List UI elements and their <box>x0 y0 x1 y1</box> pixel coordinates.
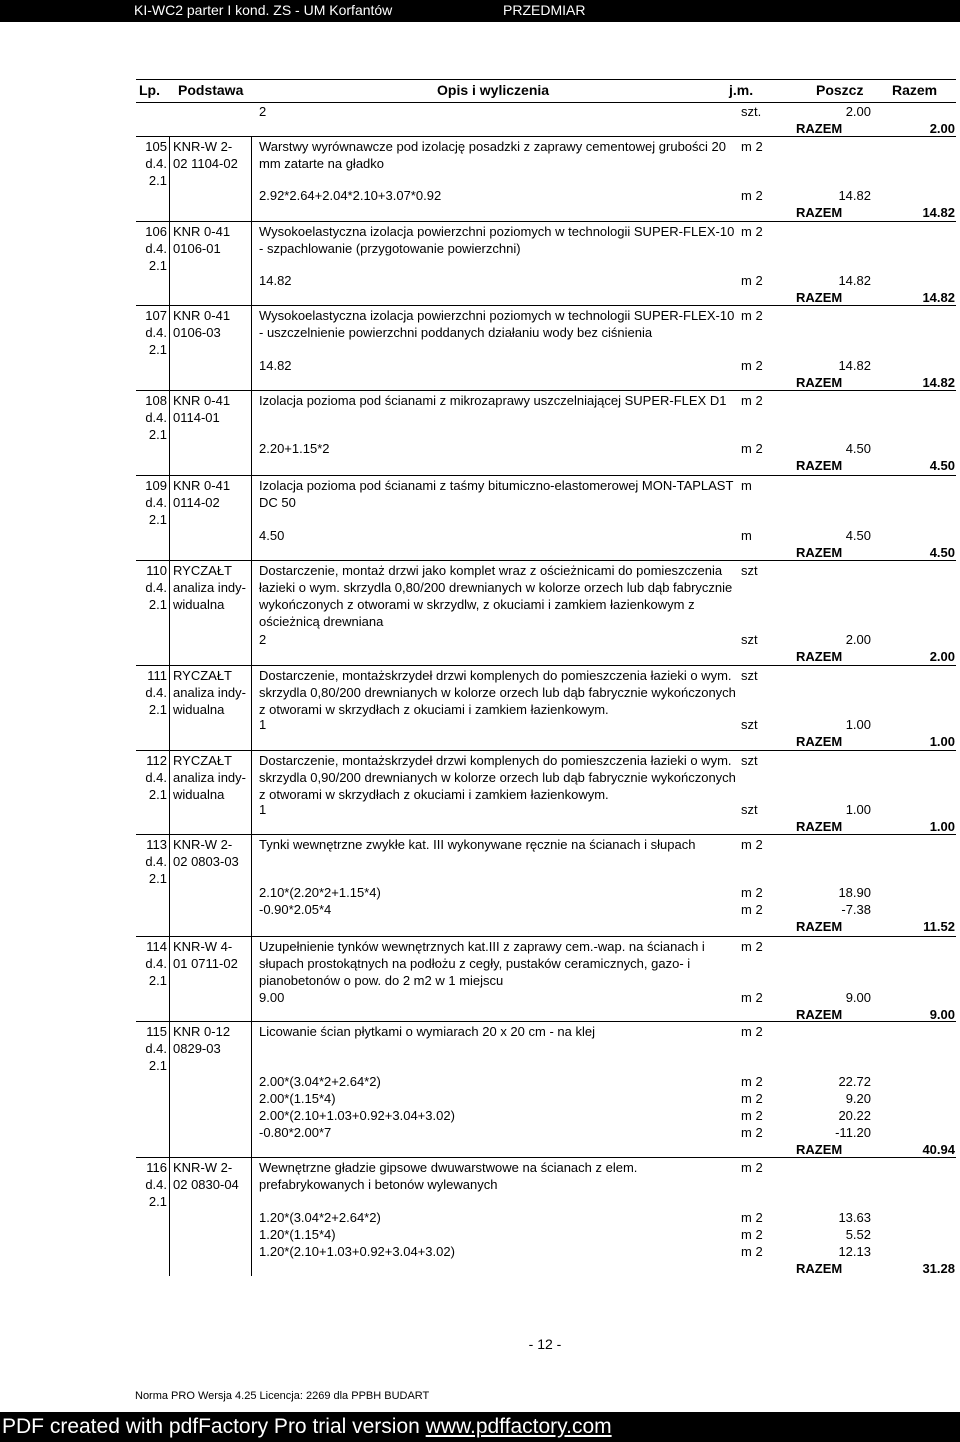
lp-line: d.4. <box>145 1041 167 1056</box>
item-description: Uzupełnienie tynków wewnętrznych kat.III z zaprawy cem.-wap. na ścianach i słupach prostokątnych na podłożu z cegły, pustaków ceramicznych, gazo- i pianobetonów o pow. do 2 m2 w 1 miejscu <box>259 939 705 988</box>
calc-expression: -0.90*2.05*4 <box>259 902 332 917</box>
lp-line: d.4. <box>145 410 167 425</box>
item-unit: m 2 <box>741 1024 763 1039</box>
pdf-banner-link[interactable]: www.pdffactory.com <box>425 1415 612 1438</box>
calc-expression: 1 <box>259 802 267 817</box>
calc-unit: m <box>741 528 752 543</box>
calc-value: 20.22 <box>838 1108 871 1123</box>
item-description: Izolacja pozioma pod ścianami z mikrozaprawy uszczelniającej SUPER-FLEX D1 <box>259 393 727 408</box>
document-type: PRZEDMIAR <box>503 2 586 18</box>
calc-unit: szt <box>741 717 758 732</box>
podstawa-line: 02 1104-02 <box>173 156 238 171</box>
calc-unit: m 2 <box>741 990 763 1005</box>
razem-label: RAZEM <box>796 1142 843 1157</box>
calc-expression: 2.20+1.15*2 <box>259 441 330 456</box>
razem-value: 14.82 <box>922 205 955 220</box>
calc-expression: -0.80*2.00*7 <box>259 1125 332 1140</box>
lp-line: d.4. <box>145 156 167 171</box>
calc-value: 1.00 <box>845 802 871 817</box>
calc-unit: szt <box>741 632 758 647</box>
item-unit: m 2 <box>741 308 763 323</box>
razem-value: 40.94 <box>922 1142 955 1157</box>
calc-value: 12.13 <box>838 1244 871 1259</box>
calc-expression: 4.50 <box>259 528 285 543</box>
podstawa-line: 02 0803-03 <box>173 854 239 869</box>
calc-unit: m 2 <box>741 1227 763 1242</box>
razem-label: RAZEM <box>796 458 843 473</box>
razem-value: 1.00 <box>929 734 955 749</box>
calc-unit: m 2 <box>741 1125 763 1140</box>
calc-value: 14.82 <box>838 188 871 203</box>
calc-unit: m 2 <box>741 1210 763 1225</box>
row-separator <box>136 136 956 137</box>
podstawa-line: 0114-01 <box>173 410 220 425</box>
item-unit: m 2 <box>741 939 763 954</box>
podstawa-line: KNR-W 2- <box>173 1160 233 1175</box>
calc-expression: 14.82 <box>259 273 292 288</box>
calc-expression: 14.82 <box>259 358 292 373</box>
calc-unit: m 2 <box>741 885 763 900</box>
lp-line: 2.1 <box>148 702 167 717</box>
lp-line: 115 <box>146 1024 167 1039</box>
podstawa-line: 01 0711-02 <box>173 956 238 971</box>
calc-value: 4.50 <box>845 441 871 456</box>
lp-line: 2.1 <box>148 258 167 273</box>
razem-value: 31.28 <box>922 1261 955 1276</box>
item-description: Wysokoelastyczna izolacja powierzchni poziomych w technologii SUPER-FLEX-10 - szpachlowanie (przygotowanie powierzchni) <box>259 224 735 256</box>
col-jm: j.m. <box>729 82 754 98</box>
license-footer: Norma PRO Wersja 4.25 Licencja: 2269 dla PPBH BUDART <box>135 1390 430 1402</box>
item-description: Izolacja pozioma pod ścianami z taśmy bitumiczno-elastomerowej MON-TAPLAST DC 50 <box>259 478 734 510</box>
podstawa-line: 02 0830-04 <box>173 1177 239 1192</box>
item-description: Licowanie ścian płytkami o wymiarach 20 x 20 cm - na klej <box>259 1024 595 1039</box>
row-separator <box>136 305 956 306</box>
row-separator <box>136 936 956 937</box>
item-unit: m 2 <box>741 393 763 408</box>
lp-line: d.4. <box>145 495 167 510</box>
calc-value: 13.63 <box>838 1210 871 1225</box>
item-description: Tynki wewnętrzne zwykłe kat. III wykonywane ręcznie na ścianach i słupach <box>259 837 696 852</box>
row-separator <box>136 750 956 751</box>
podstawa-line: RYCZAŁT <box>173 563 232 578</box>
pdf-banner-text: PDF created with pdfFactory Pro trial version <box>2 1415 426 1438</box>
lp-line: 109 <box>145 478 167 493</box>
document-title: KI-WC2 parter I kond. ZS - UM Korfantów <box>134 2 393 18</box>
lp-line: 2.1 <box>148 427 167 442</box>
podstawa-divider <box>251 136 252 1276</box>
row-separator <box>136 221 956 222</box>
lp-line: 2.1 <box>148 173 167 188</box>
item-unit: m 2 <box>741 837 763 852</box>
lp-line: 114 <box>146 939 167 954</box>
razem-value: 4.50 <box>929 545 955 560</box>
lp-line: d.4. <box>145 325 167 340</box>
lp-line: 107 <box>145 308 167 323</box>
calc-value: 5.52 <box>845 1227 871 1242</box>
item-unit: m 2 <box>741 224 763 239</box>
row-separator <box>136 1021 956 1022</box>
podstawa-line: widualna <box>173 702 225 717</box>
razem-value: 4.50 <box>929 458 955 473</box>
calc-value: 22.72 <box>838 1074 871 1089</box>
calc-expression: 2 <box>259 632 267 647</box>
page-number: - 12 - <box>528 1336 562 1352</box>
item-unit: szt <box>741 753 758 768</box>
podstawa-line: widualna <box>173 597 225 612</box>
podstawa-line: analiza indy- <box>173 770 246 785</box>
calc-value: 14.82 <box>838 273 871 288</box>
calc-unit: m 2 <box>741 358 763 373</box>
item-unit: m 2 <box>741 1160 763 1175</box>
lp-line: 2.1 <box>148 342 167 357</box>
calc-value: 14.82 <box>838 358 871 373</box>
razem-value: 1.00 <box>929 819 955 834</box>
razem-label: RAZEM <box>796 819 843 834</box>
razem-label: RAZEM <box>796 649 843 664</box>
item-unit: m 2 <box>741 139 763 154</box>
calc-expression: 1.20*(1.15*4) <box>259 1227 336 1242</box>
row-separator <box>136 475 956 476</box>
lp-line: 2.1 <box>148 973 167 988</box>
lp-line: d.4. <box>145 956 167 971</box>
podstawa-line: KNR 0-41 <box>173 308 231 323</box>
calc-value: -11.20 <box>835 1125 871 1140</box>
col-podstawa: Podstawa <box>178 82 244 98</box>
lp-line: 110 <box>146 563 167 578</box>
razem-label: RAZEM <box>796 1007 843 1022</box>
podstawa-line: RYCZAŁT <box>173 753 232 768</box>
lp-line: 2.1 <box>148 512 167 527</box>
lp-line: 2.1 <box>148 871 167 886</box>
podstawa-line: RYCZAŁT <box>173 668 232 683</box>
item-description: Dostarczenie, montaż drzwi jako komplet wraz z ościeżnicami do pomieszczenia łazieki o wym. skrzydla 0,80/200 drewnianych w kolorze orzech lub dąb fabrycznie wykończonych z otworami w skrzydlw, z okuciami i zamkiem łazienkowym z ościeżnicą drewniana <box>259 563 733 629</box>
calc-value: -7.38 <box>841 902 871 917</box>
razem-value: 14.82 <box>922 290 955 305</box>
item-description: Warstwy wyrównawcze pod izolację posadzki z zaprawy cementowej grubości 20 mm zatarte na gładko <box>259 139 726 171</box>
row-separator <box>136 834 956 835</box>
col-opis: Opis i wyliczenia <box>437 82 550 98</box>
row-separator <box>136 390 956 391</box>
calc-value: 9.00 <box>845 990 871 1005</box>
item-description: Dostarczenie, montażskrzydeł drzwi komplenych do pomieszczenia łazieki o wym. skrzydla 0,80/200 drewnianych w kolorze orzech lub dąb fabrycznie wykończonych z otworami w skrzydłach z okuciami i zamkiem łazienkowym. <box>259 668 736 717</box>
item-description: Wysokoelastyczna izolacja powierzchni poziomych w technologii SUPER-FLEX-10 - uszczelnienie powierzchni poddanych działaniu wody bez ciśnienia <box>259 308 735 340</box>
lp-line: 2.1 <box>148 597 167 612</box>
podstawa-line: 0106-03 <box>173 325 221 340</box>
lp-line: d.4. <box>145 1177 167 1192</box>
lp-line: 105 <box>145 139 167 154</box>
calc-expression: 2.00*(2.10+1.03+0.92+3.04+3.02) <box>259 1108 455 1123</box>
lp-line: d.4. <box>145 770 167 785</box>
calc-value: 1.00 <box>845 717 871 732</box>
calc-unit: m 2 <box>741 1244 763 1259</box>
item-unit: szt <box>741 668 758 683</box>
lp-line: 116 <box>146 1160 167 1175</box>
calc-unit: m 2 <box>741 1074 763 1089</box>
calc-expression: 2.00*(3.04*2+2.64*2) <box>259 1074 381 1089</box>
calc-value: 2.00 <box>845 632 871 647</box>
lp-line: 2.1 <box>148 787 167 802</box>
razem-value: 2.00 <box>929 121 955 136</box>
razem-value: 2.00 <box>929 649 955 664</box>
podstawa-line: KNR 0-41 <box>173 224 231 239</box>
podstawa-line: KNR-W 2- <box>173 837 233 852</box>
table-header <box>136 79 956 103</box>
carry-unit: szt. <box>741 104 762 119</box>
podstawa-line: 0106-01 <box>173 241 221 256</box>
lp-line: d.4. <box>145 241 167 256</box>
calc-unit: m 2 <box>741 1091 763 1106</box>
lp-line: 2.1 <box>148 1058 167 1073</box>
carry-calc: 2 <box>259 104 267 119</box>
razem-label: RAZEM <box>796 1261 843 1276</box>
row-separator <box>136 560 956 561</box>
calc-expression: 2.92*2.64+2.04*2.10+3.07*0.92 <box>259 188 442 203</box>
calc-unit: m 2 <box>741 441 763 456</box>
lp-line: 113 <box>146 837 167 852</box>
lp-line: 112 <box>146 753 167 768</box>
calc-value: 4.50 <box>845 528 871 543</box>
lp-line: 108 <box>145 393 167 408</box>
col-lp: Lp. <box>139 82 160 98</box>
calc-expression: 1 <box>259 717 267 732</box>
podstawa-line: widualna <box>173 787 225 802</box>
pdf-banner <box>0 1412 960 1442</box>
calc-unit: m 2 <box>741 902 763 917</box>
podstawa-line: 0114-02 <box>173 495 220 510</box>
col-poszcz: Poszcz <box>816 82 864 98</box>
calc-value: 18.90 <box>838 885 871 900</box>
razem-label: RAZEM <box>796 290 843 305</box>
lp-line: d.4. <box>145 580 167 595</box>
podstawa-line: KNR-W 2- <box>173 139 233 154</box>
calc-expression: 2.00*(1.15*4) <box>259 1091 336 1106</box>
item-description: Wewnętrzne gładzie gipsowe dwuwarstwowe na ścianach z elem. prefabrykowanych i betonów wylewanych <box>259 1160 638 1192</box>
item-unit: m <box>741 478 752 493</box>
razem-label: RAZEM <box>796 205 843 220</box>
lp-line: d.4. <box>145 854 167 869</box>
razem-label: RAZEM <box>796 919 843 934</box>
carry-value: 2.00 <box>845 104 871 119</box>
calc-expression: 9.00 <box>259 990 285 1005</box>
calc-expression: 1.20*(2.10+1.03+0.92+3.04+3.02) <box>259 1244 455 1259</box>
calc-unit: m 2 <box>741 1108 763 1123</box>
row-separator <box>136 665 956 666</box>
lp-line: d.4. <box>145 685 167 700</box>
item-description: Dostarczenie, montażskrzydeł drzwi komplenych do pomieszczenia łazieki o wym. skrzydla 0,90/200 drewnianych w kolorze orzech lub dąb fabrycznie wykończonych z otworami w skrzydłach z okuciami i zamkiem łazienkowym. <box>259 753 736 802</box>
razem-label: RAZEM <box>796 121 843 136</box>
razem-value: 9.00 <box>929 1007 955 1022</box>
calc-unit: m 2 <box>741 188 763 203</box>
razem-value: 11.52 <box>923 919 955 934</box>
document-header-bar <box>0 0 960 22</box>
calc-unit: szt <box>741 802 758 817</box>
podstawa-line: 0829-03 <box>173 1041 221 1056</box>
razem-label: RAZEM <box>796 545 843 560</box>
calc-expression: 2.10*(2.20*2+1.15*4) <box>259 885 381 900</box>
row-separator <box>136 1157 956 1158</box>
podstawa-line: KNR 0-12 <box>173 1024 231 1039</box>
podstawa-line: analiza indy- <box>173 580 246 595</box>
razem-label: RAZEM <box>796 375 843 390</box>
col-razem: Razem <box>892 82 938 98</box>
podstawa-line: KNR 0-41 <box>173 393 231 408</box>
podstawa-line: analiza indy- <box>173 685 246 700</box>
lp-line: 106 <box>145 224 167 239</box>
calc-expression: 1.20*(3.04*2+2.64*2) <box>259 1210 381 1225</box>
razem-label: RAZEM <box>796 734 843 749</box>
lp-line: 111 <box>147 668 167 683</box>
calc-value: 9.20 <box>845 1091 871 1106</box>
lp-divider <box>169 136 170 1276</box>
razem-value: 14.82 <box>922 375 955 390</box>
calc-unit: m 2 <box>741 273 763 288</box>
item-unit: szt <box>741 563 758 578</box>
podstawa-line: KNR-W 4- <box>173 939 233 954</box>
podstawa-line: KNR 0-41 <box>173 478 231 493</box>
lp-line: 2.1 <box>148 1194 167 1209</box>
